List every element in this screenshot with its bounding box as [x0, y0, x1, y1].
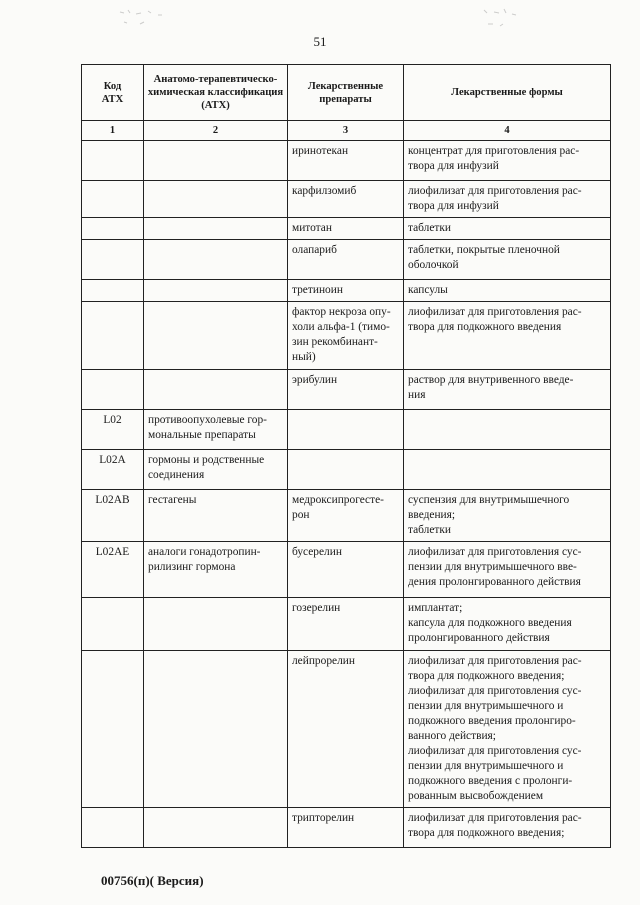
- atx-code-cell: [82, 542, 144, 598]
- table-row: [82, 141, 611, 181]
- atx-group-cell: [144, 181, 288, 218]
- drug-name-cell: [288, 490, 404, 542]
- dosage-forms-cell-text: раствор для внутривенного введе- ния: [408, 374, 574, 401]
- atx-code-cell: [82, 370, 144, 410]
- page-number: 51: [313, 34, 327, 49]
- atx-group-cell: [144, 808, 288, 848]
- header-drugs: Лекарственные препараты: [288, 65, 404, 121]
- dosage-forms-cell-text: лиофилизат для приготовления рас- твора для подкожного введения: [408, 306, 582, 333]
- dosage-forms-cell: [404, 181, 611, 218]
- drug-name-cell: [288, 542, 404, 598]
- drug-name-cell: [288, 141, 404, 181]
- dosage-forms-cell-text: капсулы: [408, 284, 448, 296]
- atx-group-cell-text: противоопухолевые гор- мональные препараты: [148, 414, 267, 441]
- atx-group-cell: [144, 370, 288, 410]
- atx-group-cell-text: аналоги гонадотропин- рилизинг гормона: [148, 546, 261, 573]
- table-row: [82, 302, 611, 370]
- dosage-forms-cell-text: имплантат; капсула для подкожного введения пролонгированного действия: [408, 602, 572, 644]
- atx-drug-table: [81, 64, 611, 848]
- dosage-forms-cell: [404, 450, 611, 490]
- dosage-forms-cell-text: концентрат для приготовления рас- твора для инфузий: [408, 145, 580, 172]
- atx-code-cell-text: L02AE: [95, 546, 130, 558]
- drug-name-cell: [288, 181, 404, 218]
- atx-group-cell: [144, 302, 288, 370]
- atx-group-cell: [144, 280, 288, 302]
- table-row: [82, 808, 611, 848]
- drug-name-cell-text: митотан: [292, 222, 332, 234]
- atx-group-cell: [144, 410, 288, 450]
- atx-code-cell: [82, 598, 144, 651]
- header-atx-code: Код АТХ: [82, 65, 144, 121]
- atx-group-cell: [144, 651, 288, 808]
- drug-name-cell-text: третиноин: [292, 284, 343, 296]
- drug-name-cell: [288, 240, 404, 280]
- drug-name-cell-text: лейпрорелин: [292, 655, 355, 667]
- drug-name-cell-text: трипторелин: [292, 812, 355, 824]
- drug-name-cell: [288, 450, 404, 490]
- column-number: 4: [404, 121, 611, 141]
- atx-code-cell: [82, 410, 144, 450]
- drug-name-cell: [288, 302, 404, 370]
- drug-name-cell: [288, 598, 404, 651]
- drug-name-cell-text: карфилзомиб: [292, 185, 357, 197]
- dosage-forms-cell-text: лиофилизат для приготовления рас- твора для подкожного введения;: [408, 812, 582, 839]
- drug-name-cell-text: эрибулин: [292, 374, 338, 386]
- atx-group-cell: [144, 490, 288, 542]
- atx-code-cell: [82, 490, 144, 542]
- drug-name-cell: [288, 651, 404, 808]
- table-row: [82, 542, 611, 598]
- drug-name-cell-text: олапариб: [292, 244, 337, 256]
- dosage-forms-cell: [404, 808, 611, 848]
- atx-code-cell-text: L02A: [99, 454, 126, 466]
- dosage-forms-cell: [404, 370, 611, 410]
- atx-group-cell: [144, 218, 288, 240]
- document-version: 00756(п)( Версия): [101, 873, 204, 888]
- dosage-forms-cell: [404, 651, 611, 808]
- dosage-forms-cell: [404, 542, 611, 598]
- table-row: [82, 598, 611, 651]
- table-row: [82, 240, 611, 280]
- atx-code-cell: [82, 280, 144, 302]
- atx-group-cell: [144, 141, 288, 181]
- table-row: [82, 450, 611, 490]
- drug-name-cell-text: бусерелин: [292, 546, 342, 558]
- atx-code-cell: [82, 218, 144, 240]
- dosage-forms-cell: [404, 490, 611, 542]
- drug-name-cell: [288, 808, 404, 848]
- table-row: [82, 218, 611, 240]
- atx-group-cell-text: гормоны и родственные соединения: [148, 454, 265, 481]
- scan-artifact: [118, 6, 168, 36]
- drug-name-cell: [288, 370, 404, 410]
- header-atx-classification: Анатомо-терапевтическо- химическая классификация (АТХ): [144, 65, 288, 121]
- atx-group-cell: [144, 240, 288, 280]
- atx-code-cell: [82, 181, 144, 218]
- atx-code-cell: [82, 141, 144, 181]
- atx-code-cell: [82, 808, 144, 848]
- dosage-forms-cell-text: лиофилизат для приготовления сус- пензии для внутримышечного вве- дения пролонгированного действия: [408, 546, 582, 588]
- dosage-forms-cell-text: лиофилизат для приготовления рас- твора для подкожного введения; лиофилизат для приготовления сус- пензии для внутримышечного и подкожного введения пролонгиро- ванного действия; лиофилизат для приготовления сус- пензии для внутримышечного и подкожного введения с пролонги- рованным высвобождением: [408, 655, 582, 802]
- atx-group-cell: [144, 598, 288, 651]
- dosage-forms-cell-text: лиофилизат для приготовления рас- твора для инфузий: [408, 185, 582, 212]
- table-row: [82, 651, 611, 808]
- atx-group-cell: [144, 542, 288, 598]
- dosage-forms-cell: [404, 141, 611, 181]
- table-row: [82, 181, 611, 218]
- drug-name-cell: [288, 410, 404, 450]
- scan-artifact: [480, 6, 520, 36]
- atx-code-cell: [82, 240, 144, 280]
- column-number-row: [82, 121, 611, 141]
- atx-code-cell: [82, 450, 144, 490]
- dosage-forms-cell: [404, 410, 611, 450]
- table-row: [82, 410, 611, 450]
- dosage-forms-cell: [404, 240, 611, 280]
- dosage-forms-cell-text: таблетки: [408, 222, 452, 234]
- dosage-forms-cell: [404, 218, 611, 240]
- drug-name-cell: [288, 218, 404, 240]
- atx-code-cell-text: L02: [103, 414, 122, 426]
- dosage-forms-cell-text: суспензия для внутримышечного введения; таблетки: [408, 494, 570, 536]
- table-row: [82, 280, 611, 302]
- atx-code-cell: [82, 302, 144, 370]
- atx-group-cell-text: гестагены: [148, 494, 197, 506]
- drug-name-cell: [288, 280, 404, 302]
- column-number: 3: [288, 121, 404, 141]
- column-number: 1: [82, 121, 144, 141]
- atx-code-cell-text: L02AB: [95, 494, 130, 506]
- dosage-forms-cell: [404, 280, 611, 302]
- atx-code-cell: [82, 651, 144, 808]
- dosage-forms-cell: [404, 302, 611, 370]
- drug-name-cell-text: гозерелин: [292, 602, 341, 614]
- atx-group-cell: [144, 450, 288, 490]
- drug-name-cell-text: иринотекан: [292, 145, 349, 157]
- drug-name-cell-text: медроксипрогесте- рон: [292, 494, 384, 521]
- header-dosage-forms: Лекарственные формы: [404, 65, 611, 121]
- drug-name-cell-text: фактор некроза опу- холи альфа-1 (тимо- зин рекомбинант- ный): [292, 306, 391, 363]
- table-row: [82, 490, 611, 542]
- table-header-row: [82, 65, 611, 121]
- dosage-forms-cell: [404, 598, 611, 651]
- column-number: 2: [144, 121, 288, 141]
- dosage-forms-cell-text: таблетки, покрытые пленочной оболочкой: [408, 244, 560, 271]
- table-row: [82, 370, 611, 410]
